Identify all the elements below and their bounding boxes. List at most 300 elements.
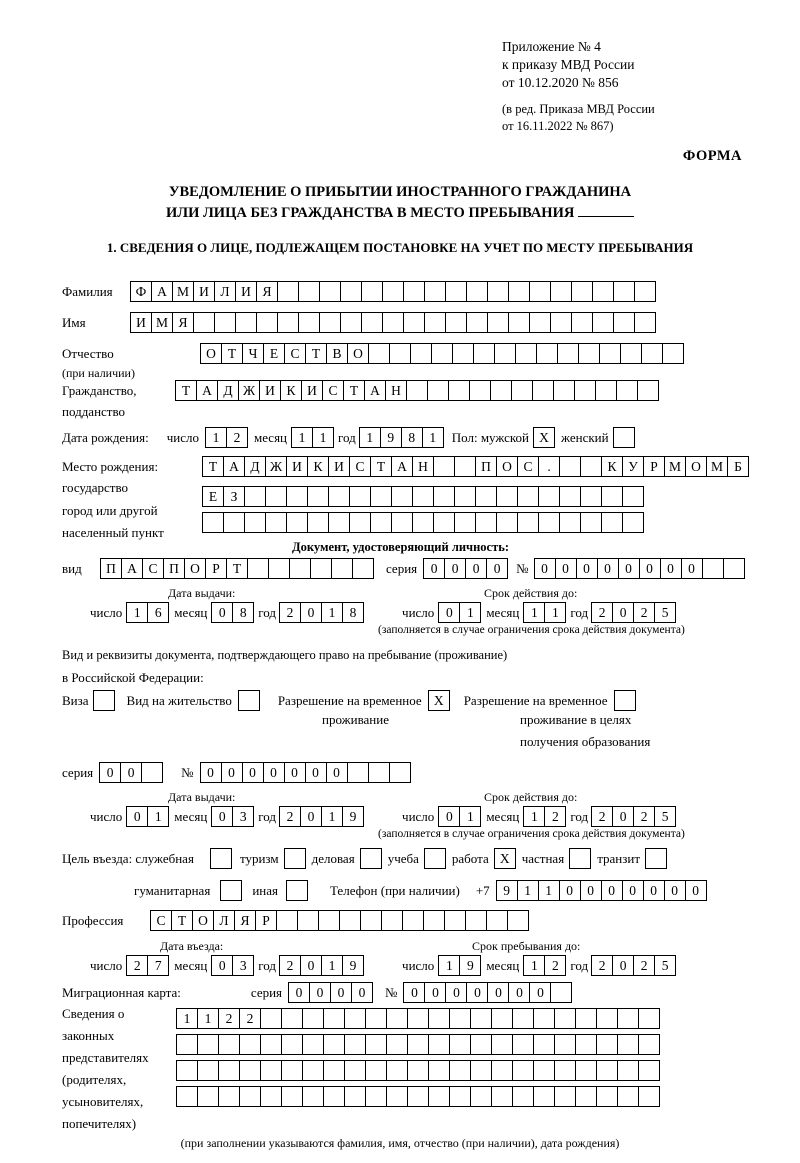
cell[interactable]: 0 [555,558,577,579]
cell[interactable] [512,1060,534,1081]
cell[interactable] [365,1008,387,1029]
cell[interactable]: Я [256,281,278,302]
cell[interactable]: 0 [300,602,322,623]
cell[interactable] [553,380,575,401]
cell[interactable] [281,1008,303,1029]
birth-day-input[interactable] [205,427,248,448]
cell[interactable] [407,1060,429,1081]
cell[interactable]: 2 [633,806,655,827]
cell[interactable] [538,486,560,507]
cell[interactable] [344,1086,366,1107]
edu-residence-checkbox[interactable] [614,690,636,711]
cell[interactable] [616,380,638,401]
cell[interactable] [511,380,533,401]
cell[interactable] [277,312,299,333]
cell[interactable]: 0 [242,762,264,783]
cell[interactable] [323,1008,345,1029]
legal-rep-input-2[interactable] [176,1034,660,1055]
cell[interactable] [347,762,369,783]
cell[interactable]: С [150,910,172,931]
cell[interactable]: Б [727,456,749,477]
sex-female-checkbox[interactable] [613,427,635,448]
cell[interactable] [634,281,656,302]
cell[interactable]: 1 [517,880,539,901]
cell[interactable] [613,312,635,333]
cell[interactable] [412,486,434,507]
permit-valid-month-input[interactable] [523,806,566,827]
cell[interactable] [444,910,466,931]
cell[interactable] [382,281,404,302]
migration-series-input[interactable] [288,982,373,1003]
cell[interactable] [368,343,390,364]
cell[interactable] [637,380,659,401]
cell[interactable] [431,343,453,364]
cell[interactable] [223,512,245,533]
cell[interactable]: О [496,456,518,477]
cell[interactable]: 8 [401,427,423,448]
cell[interactable]: И [235,281,257,302]
cell[interactable] [490,380,512,401]
cell[interactable] [554,1034,576,1055]
legal-rep-input-1[interactable] [176,1008,660,1029]
cell[interactable] [599,343,621,364]
cell[interactable]: 0 [438,602,460,623]
cell[interactable]: 1 [459,602,481,623]
cell[interactable]: О [685,456,707,477]
cell[interactable]: 0 [351,982,373,1003]
stay-year-input[interactable] [591,955,676,976]
cell[interactable]: 0 [300,955,322,976]
cell[interactable]: 0 [685,880,707,901]
cell[interactable]: Т [221,343,243,364]
cell[interactable] [428,1060,450,1081]
cell[interactable]: 0 [120,762,142,783]
cell[interactable] [470,1060,492,1081]
cell[interactable] [559,456,581,477]
cell[interactable] [466,281,488,302]
cell[interactable]: 6 [147,602,169,623]
cell[interactable]: Е [263,343,285,364]
cell[interactable]: 0 [508,982,530,1003]
cell[interactable]: 2 [279,806,301,827]
cell[interactable] [370,486,392,507]
permit-valid-day-input[interactable] [438,806,481,827]
cell[interactable]: 2 [633,602,655,623]
cell[interactable] [617,1034,639,1055]
cell[interactable]: У [622,456,644,477]
cell[interactable] [613,281,635,302]
cell[interactable]: 0 [612,955,634,976]
cell[interactable] [454,486,476,507]
id-issue-day-input[interactable] [126,602,169,623]
purpose-humanitarian-checkbox[interactable] [220,880,242,901]
cell[interactable]: 2 [591,806,613,827]
cell[interactable] [559,486,581,507]
cell[interactable]: 8 [232,602,254,623]
cell[interactable] [454,512,476,533]
cell[interactable]: 0 [99,762,121,783]
cell[interactable] [244,512,266,533]
cell[interactable] [368,762,390,783]
birth-place-country-input[interactable] [202,456,749,477]
cell[interactable] [386,1086,408,1107]
cell[interactable]: 1 [438,955,460,976]
cell[interactable] [596,1034,618,1055]
visa-checkbox[interactable] [93,690,115,711]
cell[interactable] [141,762,163,783]
cell[interactable] [340,312,362,333]
cell[interactable]: П [100,558,122,579]
cell[interactable] [428,1008,450,1029]
cell[interactable] [402,910,424,931]
id-valid-day-input[interactable] [438,602,481,623]
cell[interactable] [517,486,539,507]
migration-number-input[interactable] [403,982,572,1003]
cell[interactable]: 1 [422,427,444,448]
cell[interactable] [662,343,684,364]
cell[interactable]: 0 [664,880,686,901]
entry-year-input[interactable] [279,955,364,976]
cell[interactable]: 0 [576,558,598,579]
cell[interactable] [473,343,495,364]
cell[interactable] [515,343,537,364]
cell[interactable] [197,1086,219,1107]
cell[interactable] [469,380,491,401]
cell[interactable] [218,1060,240,1081]
cell[interactable]: 5 [654,955,676,976]
cell[interactable]: 0 [681,558,703,579]
cell[interactable] [571,312,593,333]
cell[interactable] [512,1086,534,1107]
cell[interactable]: 0 [211,806,233,827]
cell[interactable]: Т [175,380,197,401]
permit-valid-year-input[interactable] [591,806,676,827]
cell[interactable]: 0 [326,762,348,783]
cell[interactable]: К [280,380,302,401]
cell[interactable]: 0 [330,982,352,1003]
cell[interactable]: С [322,380,344,401]
cell[interactable] [557,343,579,364]
cell[interactable] [536,343,558,364]
purpose-transit-checkbox[interactable] [645,848,667,869]
cell[interactable]: 2 [591,955,613,976]
cell[interactable]: Ж [265,456,287,477]
cell[interactable]: 1 [147,806,169,827]
cell[interactable] [289,558,311,579]
cell[interactable] [386,1008,408,1029]
cell[interactable] [449,1008,471,1029]
cell[interactable]: 1 [291,427,313,448]
stay-month-input[interactable] [523,955,566,976]
cell[interactable] [381,910,403,931]
cell[interactable] [533,1034,555,1055]
cell[interactable]: О [200,343,222,364]
cell[interactable] [361,312,383,333]
cell[interactable] [298,281,320,302]
cell[interactable]: 0 [300,806,322,827]
cell[interactable]: И [328,456,350,477]
cell[interactable] [391,512,413,533]
cell[interactable] [449,1086,471,1107]
cell[interactable]: 2 [591,602,613,623]
cell[interactable] [596,1060,618,1081]
cell[interactable]: П [475,456,497,477]
cell[interactable] [412,512,434,533]
permit-issue-day-input[interactable] [126,806,169,827]
cell[interactable] [601,512,623,533]
cell[interactable] [491,1060,513,1081]
cell[interactable] [723,558,745,579]
cell[interactable] [214,312,236,333]
id-valid-year-input[interactable] [591,602,676,623]
cell[interactable] [574,380,596,401]
cell[interactable] [475,486,497,507]
cell[interactable]: А [151,281,173,302]
cell[interactable]: 2 [239,1008,261,1029]
cell[interactable] [407,1008,429,1029]
cell[interactable]: Т [343,380,365,401]
cell[interactable]: 9 [459,955,481,976]
cell[interactable] [218,1086,240,1107]
cell[interactable]: 0 [618,558,640,579]
cell[interactable]: Я [172,312,194,333]
cell[interactable] [596,1086,618,1107]
cell[interactable]: М [151,312,173,333]
cell[interactable]: 5 [654,602,676,623]
cell[interactable] [622,486,644,507]
cell[interactable]: 8 [342,602,364,623]
cell[interactable]: Т [171,910,193,931]
id-issue-month-input[interactable] [211,602,254,623]
cell[interactable] [433,486,455,507]
cell[interactable] [344,1034,366,1055]
cell[interactable] [340,281,362,302]
cell[interactable] [538,512,560,533]
cell[interactable] [389,762,411,783]
citizenship-input[interactable] [175,380,659,401]
cell[interactable]: П [163,558,185,579]
cell[interactable] [247,558,269,579]
cell[interactable]: Ж [238,380,260,401]
cell[interactable] [449,1034,471,1055]
cell[interactable] [339,910,361,931]
cell[interactable] [349,486,371,507]
purpose-tourism-checkbox[interactable] [284,848,306,869]
cell[interactable] [310,558,332,579]
cell[interactable]: 3 [232,955,254,976]
cell[interactable] [361,281,383,302]
cell[interactable] [235,312,257,333]
cell[interactable] [592,312,614,333]
cell[interactable] [407,1034,429,1055]
cell[interactable] [433,512,455,533]
cell[interactable] [389,343,411,364]
cell[interactable] [550,312,572,333]
cell[interactable] [239,1034,261,1055]
cell[interactable]: К [307,456,329,477]
cell[interactable] [256,312,278,333]
cell[interactable] [454,456,476,477]
cell[interactable] [575,1086,597,1107]
cell[interactable] [281,1060,303,1081]
cell[interactable]: И [301,380,323,401]
cell[interactable]: 0 [288,982,310,1003]
cell[interactable]: 1 [523,602,545,623]
cell[interactable] [617,1086,639,1107]
cell[interactable]: 0 [486,558,508,579]
cell[interactable]: 2 [544,955,566,976]
cell[interactable] [494,343,516,364]
cell[interactable]: 1 [459,806,481,827]
cell[interactable]: 2 [279,955,301,976]
cell[interactable] [424,312,446,333]
cell[interactable] [512,1034,534,1055]
cell[interactable]: 0 [403,982,425,1003]
cell[interactable]: 0 [445,982,467,1003]
cell[interactable]: 1 [197,1008,219,1029]
cell[interactable]: 1 [523,806,545,827]
cell[interactable] [428,1086,450,1107]
cell[interactable] [508,312,530,333]
cell[interactable]: 0 [529,982,551,1003]
cell[interactable] [448,380,470,401]
cell[interactable]: 0 [601,880,623,901]
cell[interactable] [197,1060,219,1081]
cell[interactable] [382,312,404,333]
cell[interactable] [286,486,308,507]
permit-number-input[interactable] [200,762,411,783]
cell[interactable] [445,281,467,302]
cell[interactable]: 1 [359,427,381,448]
cell[interactable] [318,910,340,931]
cell[interactable] [423,910,445,931]
cell[interactable] [449,1060,471,1081]
cell[interactable] [580,512,602,533]
cell[interactable] [239,1060,261,1081]
cell[interactable]: С [349,456,371,477]
stay-day-input[interactable] [438,955,481,976]
cell[interactable] [428,1034,450,1055]
cell[interactable]: С [517,456,539,477]
cell[interactable] [260,1034,282,1055]
cell[interactable] [638,1060,660,1081]
sex-male-checkbox[interactable]: X [533,427,555,448]
cell[interactable]: 0 [309,982,331,1003]
cell[interactable]: Р [255,910,277,931]
cell[interactable] [507,910,529,931]
cell[interactable] [452,343,474,364]
cell[interactable]: 7 [147,955,169,976]
cell[interactable]: Н [412,456,434,477]
cell[interactable] [641,343,663,364]
cell[interactable]: . [538,456,560,477]
cell[interactable]: И [130,312,152,333]
cell[interactable] [239,1086,261,1107]
cell[interactable] [406,380,428,401]
cell[interactable]: 0 [487,982,509,1003]
legal-rep-input-3[interactable] [176,1060,660,1081]
cell[interactable]: 0 [612,602,634,623]
cell[interactable] [360,910,382,931]
cell[interactable] [365,1060,387,1081]
cell[interactable] [638,1034,660,1055]
cell[interactable]: Т [202,456,224,477]
phone-input[interactable] [496,880,707,901]
cell[interactable]: 5 [654,806,676,827]
cell[interactable] [218,1034,240,1055]
cell[interactable]: З [223,486,245,507]
cell[interactable] [470,1034,492,1055]
cell[interactable]: Т [305,343,327,364]
cell[interactable] [617,1060,639,1081]
cell[interactable] [365,1034,387,1055]
cell[interactable] [487,312,509,333]
cell[interactable] [403,281,425,302]
cell[interactable] [496,512,518,533]
cell[interactable] [427,380,449,401]
cell[interactable] [386,1034,408,1055]
cell[interactable] [307,486,329,507]
cell[interactable]: 1 [523,955,545,976]
id-number-input[interactable] [534,558,745,579]
id-series-input[interactable] [423,558,508,579]
cell[interactable]: 0 [200,762,222,783]
cell[interactable]: Н [385,380,407,401]
cell[interactable]: В [326,343,348,364]
cell[interactable] [323,1086,345,1107]
cell[interactable] [323,1060,345,1081]
cell[interactable] [302,1060,324,1081]
cell[interactable] [349,512,371,533]
cell[interactable]: 9 [342,806,364,827]
cell[interactable] [277,281,299,302]
cell[interactable] [529,281,551,302]
cell[interactable]: 2 [226,427,248,448]
patronymic-input[interactable] [200,343,684,364]
cell[interactable] [260,1060,282,1081]
cell[interactable]: Ф [130,281,152,302]
cell[interactable]: 0 [660,558,682,579]
cell[interactable] [512,1008,534,1029]
cell[interactable]: 2 [279,602,301,623]
purpose-private-checkbox[interactable] [569,848,591,869]
cell[interactable] [365,1086,387,1107]
purpose-service-checkbox[interactable] [210,848,232,869]
cell[interactable] [470,1008,492,1029]
cell[interactable] [638,1008,660,1029]
cell[interactable] [465,910,487,931]
cell[interactable] [517,512,539,533]
cell[interactable] [445,312,467,333]
birth-place-locality-input[interactable] [202,512,644,533]
cell[interactable] [331,558,353,579]
cell[interactable] [302,1034,324,1055]
cell[interactable] [286,512,308,533]
cell[interactable]: 0 [597,558,619,579]
cell[interactable]: И [193,281,215,302]
cell[interactable]: К [601,456,623,477]
cell[interactable] [533,1008,555,1029]
cell[interactable]: С [284,343,306,364]
cell[interactable] [622,512,644,533]
cell[interactable]: С [142,558,164,579]
cell[interactable] [529,312,551,333]
id-valid-month-input[interactable] [523,602,566,623]
cell[interactable]: 1 [312,427,334,448]
cell[interactable] [533,1086,555,1107]
cell[interactable] [554,1060,576,1081]
cell[interactable]: О [347,343,369,364]
